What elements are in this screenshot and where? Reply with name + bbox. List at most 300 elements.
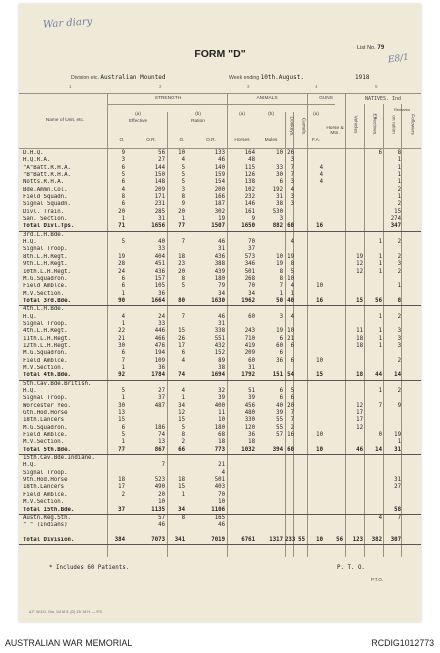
cell-value: 157 [154, 275, 165, 282]
cell-value: 102 [244, 186, 255, 193]
cell-value: 71 [118, 223, 125, 230]
cell-value: 233 [285, 536, 296, 543]
cell-value: 10 [316, 446, 323, 453]
cell-value: 44 [375, 372, 382, 379]
cell-value: 19 [287, 253, 294, 260]
cell-value: 60 [276, 342, 283, 349]
unit-name: 15th.Cav.Bde.Indiane. [23, 455, 95, 462]
cell-value: 10 [218, 417, 225, 424]
cell-value: 2 [121, 491, 125, 498]
cell-value: 3 [397, 342, 401, 349]
cell-value: 12 [356, 268, 363, 275]
cell-value: 5 [290, 388, 294, 394]
cell-value: 15 [178, 484, 185, 491]
table-row [19, 254, 421, 261]
cell-value: 31 [394, 446, 401, 453]
unit-name: 4th.L.H.Bde. [23, 306, 65, 313]
cell-value: 10 [276, 150, 283, 156]
cell-value: 31 [218, 246, 225, 253]
cell-value: 432 [214, 342, 225, 349]
table-row [19, 522, 421, 529]
table-row [19, 261, 421, 268]
cell-value: 4 [221, 469, 225, 476]
table-row [19, 209, 421, 216]
cell-value: 56 [336, 536, 343, 543]
cell-value: 13 [158, 439, 165, 446]
header-camels: Camels. [300, 117, 306, 136]
table-row [19, 150, 421, 157]
cell-value: 180 [214, 424, 225, 431]
cell-value: 115 [244, 164, 255, 171]
cell-value: 9 [121, 150, 125, 156]
table-row [19, 179, 421, 186]
table-row [19, 269, 421, 276]
cell-value: 40 [276, 402, 283, 409]
unit-name: Total 3rd.Bde. [23, 297, 71, 304]
cell-value: 159 [214, 172, 225, 179]
cell-value: 4 [121, 313, 125, 320]
unit-name: 18th.Lancers [23, 484, 65, 491]
table-row [19, 328, 421, 335]
cell-value: 21 [287, 335, 294, 342]
cell-value: 20 [178, 208, 185, 215]
unit-name: H.Q. [23, 239, 37, 246]
cell-value: 10 [316, 536, 323, 543]
table-row [19, 530, 421, 537]
cell-value: 18 [248, 439, 255, 446]
cell-value: 27 [394, 484, 401, 491]
cell-value: 151 [272, 372, 283, 379]
table-row [19, 395, 421, 402]
table-row [19, 410, 421, 417]
cell-value: 1 [378, 239, 382, 246]
cell-value: 7 [290, 164, 294, 171]
unit-name: Signal Troop. [23, 320, 68, 327]
cell-value: 1 [279, 290, 283, 297]
cell-value: 17 [178, 342, 185, 349]
cell-value: 10 [287, 328, 294, 335]
header-field-artillery: F.A. [311, 138, 321, 143]
cell-value: 161 [244, 208, 255, 215]
cell-value: 18 [178, 477, 185, 484]
cell-value: 1 [397, 194, 401, 201]
cell-value: 9 [181, 201, 185, 208]
cell-value: 1 [397, 179, 401, 186]
cell-value: 1032 [241, 446, 255, 453]
cell-value: 439 [214, 268, 225, 275]
cell-value: 15 [394, 208, 401, 215]
cell-value: 31 [158, 216, 165, 223]
cell-value: 6 [181, 350, 185, 357]
cell-value: 56 [375, 297, 382, 304]
cell-value: 60 [287, 446, 294, 453]
table-row [19, 314, 421, 321]
cell-value: 165 [214, 514, 225, 521]
table-row [19, 343, 421, 350]
cell-value: 26 [178, 335, 185, 342]
cell-value: 1 [397, 283, 401, 290]
cell-value: 33 [276, 164, 283, 171]
cell-value: 24 [118, 268, 125, 275]
cell-value: 6 [290, 357, 294, 364]
cell-value: 79 [218, 283, 225, 290]
cell-value: 1962 [241, 297, 255, 304]
cell-value: 39 [218, 395, 225, 402]
table-row [19, 455, 421, 462]
header-unit-name: Name of Unit, etc. [45, 118, 85, 123]
table-row [19, 492, 421, 499]
cell-value: 56 [158, 150, 165, 156]
cell-value: 6 [121, 179, 125, 186]
unit-name: "A"Batt.R.H.A. [23, 164, 71, 171]
cell-value: 37 [248, 246, 255, 253]
cell-value: 70 [248, 239, 255, 246]
cell-value: 5 [181, 283, 185, 290]
unit-name: H.Q.R.A. [23, 157, 51, 164]
unit-name: Field Amblce. [23, 283, 68, 290]
cell-value: 8 [181, 432, 185, 439]
cell-value: 192 [272, 186, 283, 193]
unit-name: "B"Batt.R.H.A. [23, 172, 71, 179]
cell-value: 388 [214, 261, 225, 268]
cell-value: 1 [397, 164, 401, 171]
unit-table [19, 150, 421, 545]
total-row [19, 223, 421, 231]
cell-value: 6 [279, 335, 283, 342]
cell-value: 1 [397, 439, 401, 446]
unit-name: Total 4th.Bde. [23, 372, 71, 379]
unit-name: Bde.Ammn.Col. [23, 186, 68, 193]
cell-value: 1650 [241, 223, 255, 230]
handwritten-note-top-left: War diary [42, 16, 93, 31]
total-row [19, 447, 421, 455]
cell-value: 8 [397, 297, 401, 304]
cell-value: 4 [290, 186, 294, 193]
cell-value: 10 [178, 150, 185, 156]
cell-value: 46 [356, 446, 363, 453]
cell-value: 8 [279, 268, 283, 275]
cell-value: 773 [214, 446, 225, 453]
cell-value: 6 [279, 179, 283, 186]
table-row [19, 462, 421, 469]
cell-value: 7 [397, 514, 401, 521]
cell-value: 23 [178, 261, 185, 268]
cell-value: 7 [378, 402, 382, 409]
cell-value: 27 [158, 157, 165, 164]
division-field: Division etc. Australian Mounted [71, 74, 166, 81]
cell-value: 126 [244, 172, 255, 179]
cell-value: 164 [244, 150, 255, 156]
cell-value: 12 [356, 424, 363, 431]
cell-value: 2 [397, 253, 401, 260]
cell-value: 436 [154, 268, 165, 275]
cell-value: 1317 [269, 536, 283, 543]
header-strength: STRENGTH [154, 96, 182, 101]
table-row [19, 283, 421, 290]
cell-value: 6 [279, 388, 283, 394]
cell-value: 120 [244, 424, 255, 431]
header-horses: Horses [234, 138, 250, 143]
unit-name: 12th.L.H.Regt. [23, 342, 71, 349]
cell-value: 446 [154, 328, 165, 335]
unit-name: 8th.L.H.Regt. [23, 253, 68, 260]
unit-name: Total Divl.Tps. [23, 223, 75, 230]
cell-value: 6 [121, 275, 125, 282]
cell-value: 5 [181, 172, 185, 179]
cell-value: 33 [158, 320, 165, 327]
cell-value: 18 [356, 372, 363, 379]
cell-value: 3 [279, 216, 283, 223]
cell-value: 138 [244, 179, 255, 186]
cell-value: 154 [214, 179, 225, 186]
cell-value: 20 [158, 491, 165, 498]
table-row [19, 484, 421, 491]
cell-value: 3 [290, 179, 294, 186]
cell-value: 74 [158, 432, 165, 439]
cell-value: 1106 [211, 506, 225, 513]
cell-value: 8 [279, 275, 283, 282]
cell-value: 12 [356, 261, 363, 268]
cell-value: 15 [178, 328, 185, 335]
cell-value: 21 [218, 462, 225, 469]
cell-value: 18 [118, 477, 125, 484]
cell-value: 466 [154, 335, 165, 342]
header-mules: Mules [264, 138, 278, 143]
unit-name: 18th.Lancers [23, 417, 65, 424]
cell-value: 16 [287, 432, 294, 439]
cell-value: 7 [181, 239, 185, 246]
cell-value: 1694 [211, 372, 225, 379]
cell-value: 232 [244, 194, 255, 201]
cell-value: 16 [316, 297, 323, 304]
column-numbers: 1 2 3 4 5 [69, 84, 378, 89]
cell-value: 7 [181, 313, 185, 320]
cell-value: 31 [276, 194, 283, 201]
cell-value: 6 [121, 350, 125, 357]
cell-value: 17 [118, 484, 125, 491]
cell-value: 14 [394, 372, 401, 379]
unit-name: Notts.R.H.A. [23, 179, 65, 186]
cell-value: 1656 [151, 223, 165, 230]
unit-name: H.Q. [23, 313, 37, 320]
total-row [19, 372, 421, 380]
cell-value: 867 [154, 446, 165, 453]
cell-value: 10 [316, 283, 323, 290]
unit-name: Total Division. [23, 536, 75, 543]
cell-value: 57 [276, 432, 283, 439]
cell-value: 36 [276, 357, 283, 364]
cell-value: 36 [158, 364, 165, 371]
table-row [19, 165, 421, 172]
unit-name: M.G.Squadron. [23, 424, 68, 431]
cell-value: 4 [290, 313, 294, 320]
cell-value: 2 [290, 424, 294, 431]
cell-value: 7073 [151, 536, 165, 543]
cell-value: 18 [356, 342, 363, 349]
header-natives: NATIVES. Ind [364, 96, 402, 102]
cell-value: 51 [248, 388, 255, 394]
unit-name: Field Amblce. [23, 491, 68, 498]
table-row [19, 291, 421, 298]
cell-value: 1664 [151, 297, 165, 304]
cell-value: 200 [214, 186, 225, 193]
unit-name: M.V.Section. [23, 439, 65, 446]
cell-value: 58 [394, 506, 401, 513]
cell-value: 1630 [211, 297, 225, 304]
unit-name: 3rd.L.H.Bde. [23, 231, 65, 238]
table-row [19, 246, 421, 253]
cell-value: 68 [218, 432, 225, 439]
cell-value: 186 [154, 424, 165, 431]
cell-value: 341 [174, 536, 185, 543]
cell-value: 9 [251, 216, 255, 223]
table-row [19, 232, 421, 239]
cell-value: 4 [319, 164, 323, 171]
cell-value: 36 [158, 290, 165, 297]
cell-value: 10 [316, 432, 323, 439]
cell-value: 2 [397, 239, 401, 246]
total-row [19, 298, 421, 306]
cell-value: 8 [290, 261, 294, 268]
cell-value: 146 [244, 201, 255, 208]
cell-value: 1 [397, 172, 401, 179]
unit-name: Signal Squadn. [23, 201, 71, 208]
cell-value: 1 [181, 491, 185, 498]
cell-value: 10 [158, 499, 165, 506]
unit-name: Signal Troop. [23, 395, 68, 402]
cell-value: 274 [390, 216, 401, 223]
cell-value: 50 [276, 297, 283, 304]
cell-value: 13 [118, 410, 125, 417]
cell-value: 18 [178, 253, 185, 260]
cell-value: 5 [121, 172, 125, 179]
cell-value: 4 [181, 357, 185, 364]
cell-value: 1 [378, 313, 382, 320]
unit-name: Signal Troop. [23, 246, 68, 253]
year-field: 1918 [355, 74, 370, 81]
cell-value: 501 [244, 268, 255, 275]
cell-value: 2 [397, 186, 401, 193]
cell-value: 456 [244, 402, 255, 409]
cell-value: 180 [214, 275, 225, 282]
cell-value: 46 [158, 522, 165, 529]
cell-value: 7 [290, 410, 294, 417]
cell-value: 209 [244, 350, 255, 357]
cell-value: 1 [121, 216, 125, 223]
cell-value: 1 [378, 335, 382, 342]
unit-name: D.H.Q. [23, 150, 44, 156]
cell-value: 330 [244, 417, 255, 424]
printer-line: A.F. W.3.D. Orn. 1/4 M.S. (D) 13/ 18 H. — P.S. [29, 610, 103, 614]
cell-value: 4 [319, 172, 323, 179]
unit-name: M.G.Squadron. [23, 275, 68, 282]
header-animals: ANIMALS [256, 96, 278, 101]
table-row [19, 417, 421, 424]
table-row [19, 515, 421, 522]
cell-value: 487 [154, 402, 165, 409]
table-grid: Name of Unit, etc. STRENGTH ANIMALS GUNS NATIVES. Ind (a) Effective (b) Ration O. O.R. O. O.R. (a) (b) Horses Mules Donkeys. Camels. (a) F.A. Horse & Mtn. Vehicles Effectives. on ration Followers Remarks [19, 4, 421, 622]
cell-value: 6 [279, 350, 283, 357]
table-row [19, 276, 421, 283]
cell-value: 17 [356, 417, 363, 424]
cell-value: 1 [181, 216, 185, 223]
cell-value: 5 [290, 268, 294, 275]
cell-value: 46 [218, 239, 225, 246]
cell-value: 60 [248, 357, 255, 364]
cell-value: 7 [279, 283, 283, 290]
table-row [19, 336, 421, 343]
cell-value: 5 [181, 424, 185, 431]
cell-value: 31 [394, 477, 401, 484]
header-followers: Followers [409, 114, 415, 135]
cell-value: 40 [287, 297, 294, 304]
table-row [19, 187, 421, 194]
cell-value: 6761 [241, 536, 255, 543]
cell-value: 7 [121, 357, 125, 364]
cell-value: 15 [178, 417, 185, 424]
cell-value: 1792 [241, 372, 255, 379]
cell-value: 4 [181, 157, 185, 164]
cell-value: 33 [158, 246, 165, 253]
table-row [19, 439, 421, 446]
cell-value: 11 [218, 410, 225, 417]
cell-value: 0 [378, 432, 382, 439]
unit-name: " " (Indians) [23, 522, 68, 529]
total-row [19, 537, 421, 545]
cell-value: 3 [279, 313, 283, 320]
cell-value: 133 [214, 150, 225, 156]
table-row [19, 388, 421, 395]
cell-value: 20 [178, 268, 185, 275]
cell-value: 4 [121, 186, 125, 193]
list-number: List No. 79 [357, 44, 385, 51]
cell-value: 19 [218, 216, 225, 223]
cell-value: 10 [316, 357, 323, 364]
cell-value: 55 [276, 417, 283, 424]
cell-value: 150 [154, 172, 165, 179]
unit-name: Field Squadn. [23, 194, 68, 201]
unit-name: Austn.Reg.Sth. [23, 514, 71, 521]
cell-value: 5 [181, 164, 185, 171]
total-row [19, 507, 421, 515]
cell-value: 8 [121, 194, 125, 201]
archive-footer [0, 634, 440, 653]
cell-value: 15 [316, 372, 323, 379]
cell-value: 15 [118, 417, 125, 424]
cell-value: 1 [378, 342, 382, 349]
cell-value: 38 [218, 364, 225, 371]
cell-value: 10 [218, 499, 225, 506]
cell-value: 57 [158, 514, 165, 521]
cell-value: 1 [121, 439, 125, 446]
cell-value: 1 [378, 268, 382, 275]
cell-value: 8 [397, 150, 401, 156]
header-on-ration: on ration [390, 115, 396, 134]
cell-value: 37 [158, 395, 165, 402]
cell-value: 39 [248, 395, 255, 402]
cell-value: 6 [121, 201, 125, 208]
cell-value: 70 [218, 491, 225, 498]
cell-value: 66 [178, 446, 185, 453]
cell-value: 7 [161, 462, 165, 469]
cell-value: 1 [378, 261, 382, 268]
cell-value: 30 [118, 342, 125, 349]
week-ending-field: Week ending 10th.August. [229, 74, 304, 81]
cell-value: 15 [356, 297, 363, 304]
cell-value: 38 [276, 201, 283, 208]
table-row [19, 239, 421, 246]
cell-value: 3 [290, 194, 294, 201]
